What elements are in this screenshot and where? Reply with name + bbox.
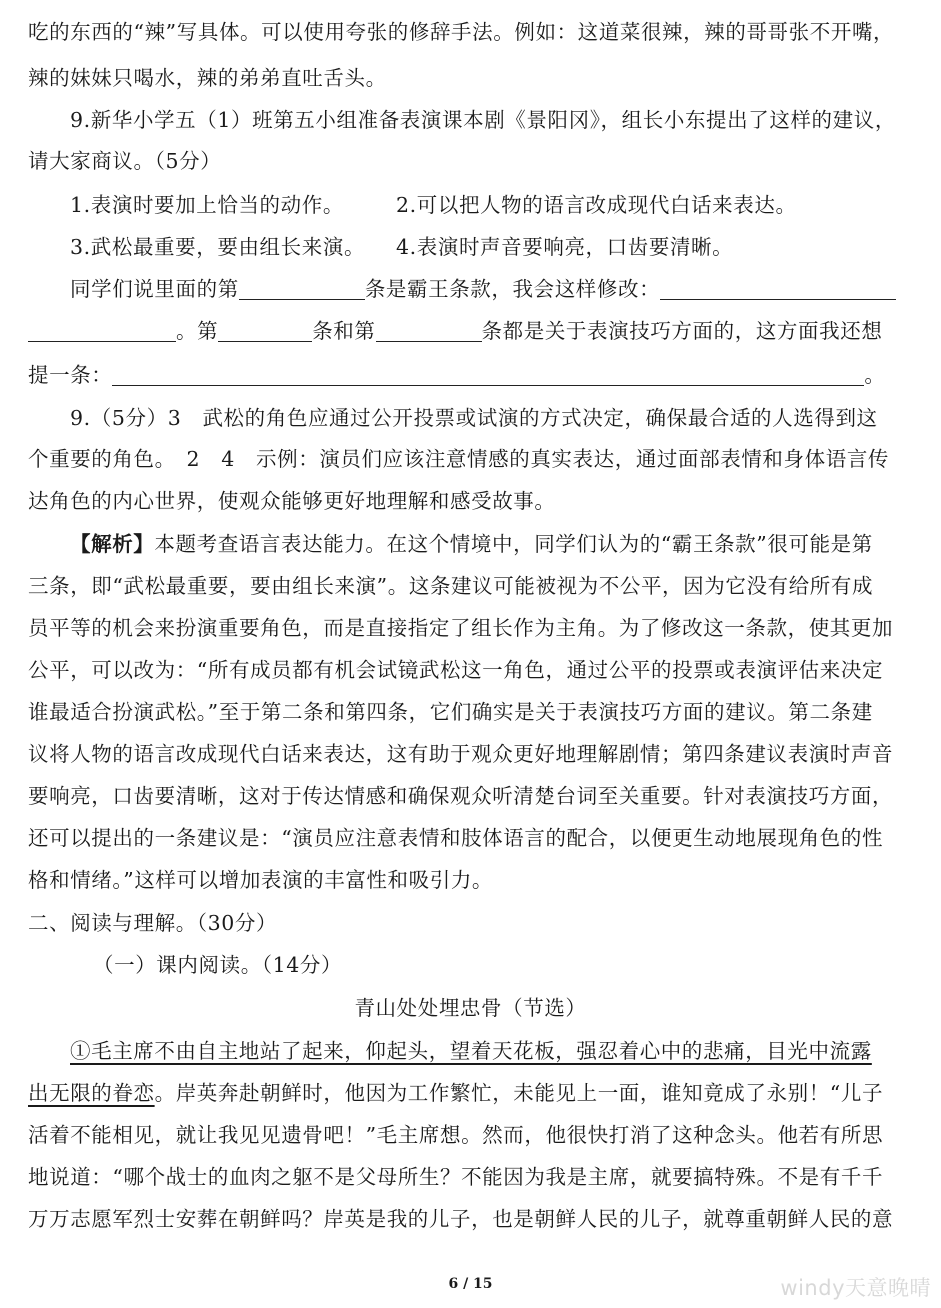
answer-line-1: 9.（5分）3 武松的角色应通过公开投票或试演的方式决定，确保最合适的人选得到这 — [70, 406, 878, 430]
fill-text: 条是霸王条款，我会这样修改： — [364, 277, 661, 301]
q9-option-1: 1.表演时要加上恰当的动作。 — [70, 193, 344, 217]
q9-stem-line-2: 请大家商议。（5分） — [28, 149, 222, 173]
passage-title: 青山处处埋忠骨（节选） — [354, 996, 587, 1020]
analysis-line-2: 三条，即“武松最重要，要由组长来演”。这条建议可能被视为不公平，因为它没有给所有成 — [28, 574, 874, 598]
answer-blank-4[interactable] — [218, 319, 312, 342]
analysis-line-6: 议将人物的语言改成现代白话来表达，这有助于观众更好地理解剧情；第四条建议表演时声音 — [28, 742, 894, 766]
analysis-line-5: 谁最适合扮演武松。”至于第二条和第四条，它们确实是关于表演技巧方面的建议。第二条建 — [28, 700, 873, 724]
fill-text: 条和第 — [312, 319, 376, 343]
q9-stem-line-1: 9.新华小学五（1）班第五小组准备表演课本剧《景阳冈》，组长小东提出了这样的建议， — [70, 108, 896, 132]
answer-blank-5[interactable] — [376, 319, 482, 342]
fill-text: 同学们说里面的第 — [70, 277, 239, 301]
q9-option-2: 2.可以把人物的语言改成现代白话来表达。 — [396, 193, 797, 217]
subsection-heading: （一）课内阅读。（14分） — [93, 953, 343, 977]
answer-blank-1[interactable] — [239, 277, 365, 300]
analysis-line-8: 还可以提出的一条建议是：“演员应注意表情和肢体语言的配合，以便更生动地展现角色的性 — [28, 826, 884, 850]
section-heading: 二、阅读与理解。（30分） — [28, 911, 278, 935]
intro-line-2: 辣的妹妹只喝水，辣的弟弟直吐舌头。 — [28, 66, 387, 90]
underlined-sentence-end: 出无限的眷恋 — [28, 1081, 155, 1105]
underlined-sentence: ①毛主席不由自主地站了起来，仰起头，望着天花板，强忍着心中的悲痛，目光中流露 — [70, 1039, 872, 1063]
answer-blank-2[interactable] — [660, 277, 896, 300]
passage-line-1 — [70, 1033, 913, 1069]
page-number: 6 / 15 — [448, 1276, 493, 1292]
analysis-text: 本题考查语言表达能力。在这个情境中，同学们认为的“霸王条款”很可能是第 — [154, 532, 873, 556]
analysis-line-3: 员平等的机会来扮演重要角色，而是直接指定了组长作为主角。为了修改这一条款，使其更加 — [28, 616, 894, 640]
q9-fill-line-3 — [28, 357, 913, 393]
q9-option-3: 3.武松最重要，要由组长来演。 — [70, 235, 366, 259]
fill-text: 条都是关于表演技巧方面的，这方面我还想 — [481, 319, 883, 343]
analysis-line-7: 要响亮，口齿要清晰，这对于传达情感和确保观众听清楚台词至关重要。针对表演技巧方面， — [28, 784, 894, 808]
q9-option-4: 4.表演时声音要响亮，口齿要清晰。 — [396, 235, 734, 259]
analysis-tag: 【解析】 — [70, 532, 155, 556]
answer-blank-3[interactable] — [28, 319, 176, 342]
answer-line-2: 个重要的角色。 2 4 示例：演员们应该注意情感的真实表达，通过面部表情和身体语言传 — [28, 447, 890, 471]
fill-text: 。 — [864, 363, 886, 387]
analysis-line-9: 格和情绪。”这样可以增加表演的丰富性和吸引力。 — [28, 868, 494, 892]
passage-line-5: 万万志愿军烈士安葬在朝鲜吗？岸英是我的儿子，也是朝鲜人民的儿子，就尊重朝鲜人民的意 — [28, 1207, 894, 1231]
watermark-text: windy天意晚晴 — [780, 1276, 931, 1300]
intro-line-1: 吃的东西的“辣”写具体。可以使用夸张的修辞手法。例如：这道菜很辣，辣的哥哥张不开嘴， — [28, 20, 895, 44]
fill-text: 。第 — [176, 319, 219, 343]
q9-fill-line-2 — [28, 313, 913, 349]
passage-line-2 — [28, 1075, 913, 1111]
passage-line-4: 地说道：“哪个战士的血肉之躯不是父母所生？不能因为我是主席，就要搞特殊。不是有千千 — [28, 1165, 884, 1189]
analysis-line-4: 公平，可以改为：“所有成员都有机会试镜武松这一角色，通过公平的投票或表演评估来决定 — [28, 658, 884, 682]
answer-blank-6[interactable] — [112, 363, 864, 386]
fill-text: 提一条： — [28, 363, 113, 387]
passage-line-3: 活着不能相见，就让我见见遗骨吧！”毛主席想。然而，他很快打消了这种念头。他若有所思 — [28, 1123, 884, 1147]
passage-text: 。岸英奔赴朝鲜时，他因为工作繁忙，未能见上一面，谁知竟成了永别！“儿子 — [154, 1081, 884, 1105]
q9-fill-line-1 — [70, 271, 913, 307]
analysis-line-1 — [70, 526, 913, 562]
answer-line-3: 达角色的内心世界，使观众能够更好地理解和感受故事。 — [28, 489, 556, 513]
